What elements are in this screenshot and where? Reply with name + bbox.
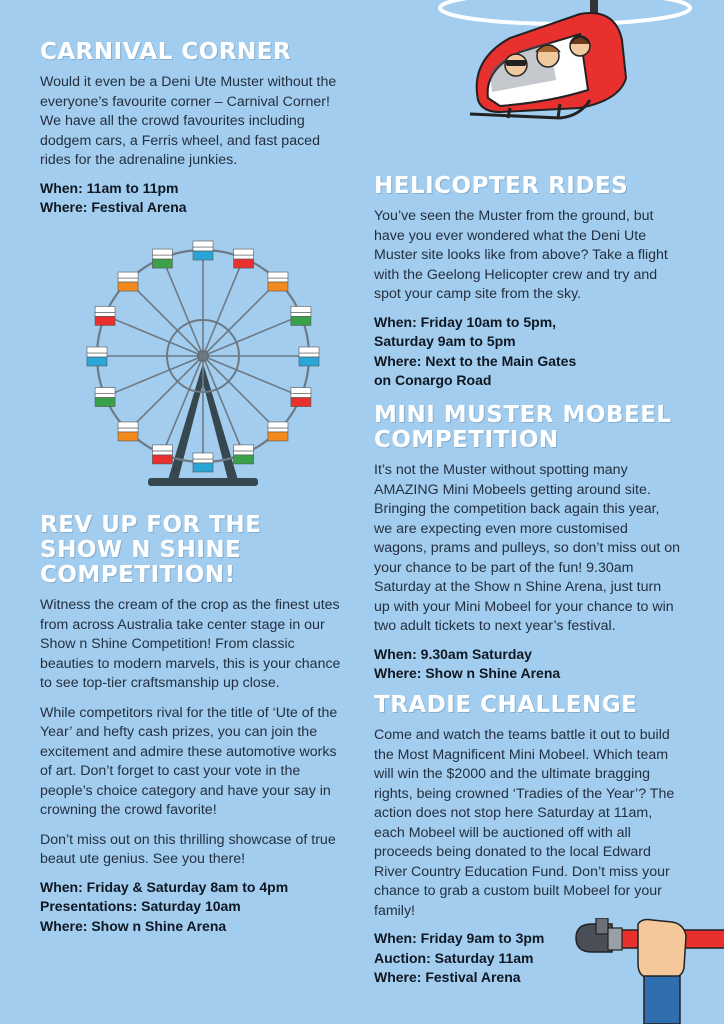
helicopter-icon xyxy=(430,0,700,130)
wrench-hand-icon xyxy=(572,918,724,1024)
carnival-when: When: 11am to 11pm xyxy=(40,179,179,196)
helicopter-where-line-1: Where: Next to the Main Gates xyxy=(374,352,577,369)
shine-section xyxy=(40,513,342,936)
tradie-where: Where: Festival Arena xyxy=(374,969,521,985)
carnival-title: CARNIVAL CORNER xyxy=(40,39,292,65)
shine-where: Where: Show n Shine Arena xyxy=(40,917,227,934)
shine-body-2: While competitors rival for the title of ‘Ute of the Year’ and hefty cash prizes, you can join the excitement and admire these automotive works of art. Don’t forget to cast your vote in the people’s choice category and have your say in crowning the crowd favorite! xyxy=(40,704,338,818)
tradie-when: When: Friday 9am to 3pm xyxy=(374,930,545,946)
shine-title-line-2: SHOW N SHINE xyxy=(40,537,242,563)
shine-when: When: Friday & Saturday 8am to 4pm xyxy=(40,878,289,895)
tradie-title: TRADIE CHALLENGE xyxy=(374,692,638,718)
helicopter-when-line-1: When: Friday 10am to 5pm, xyxy=(374,313,557,330)
carnival-where: Where: Festival Arena xyxy=(40,199,187,215)
shine-title-line-1: REV UP FOR THE xyxy=(40,512,262,538)
carnival-section xyxy=(40,40,342,218)
mobeel-title-line-2: COMPETITION xyxy=(374,427,559,453)
helicopter-where-line-2: on Conargo Road xyxy=(374,372,492,388)
mobeel-section xyxy=(374,403,680,684)
shine-body-1: Witness the cream of the crop as the finest utes from across Australia take center stage in our Show n Shine Competition! From classic beauties to modern marvels, this is your chance to see top-tier craftsmanship up close. xyxy=(40,597,341,691)
helicopter-section xyxy=(374,174,680,391)
tradie-auction: Auction: Saturday 11am xyxy=(374,949,534,966)
shine-body-3: Don’t miss out on this thrilling showcase of true beaut ute genius. See you there! xyxy=(40,831,336,867)
mobeel-when: When: 9.30am Saturday xyxy=(374,645,532,662)
mobeel-where: Where: Show n Shine Arena xyxy=(374,665,561,681)
mobeel-body: It’s not the Muster without spotting many AMAZING Mini Mobeels getting around site. Bringing the competition back again this year, we are expecting even more customised wagons, prams and pulleys, so don’t miss out on your chance to be part of the fun! 9.30am Saturday at the Show n Shine Arena, just turn up with your Mini Mobeel for your chance to win two adult tickets to next year’s festival. xyxy=(374,462,680,634)
helicopter-body: You’ve seen the Muster from the ground, but have you ever wondered what the Deni Ute Muster site looks like from above? Take a flight with the Geelong Helicopter crew and try and spot your camp site from the sky. xyxy=(374,208,668,302)
mobeel-title-line-1: MINI MUSTER MOBEEL xyxy=(374,402,672,428)
helicopter-title: HELICOPTER RIDES xyxy=(374,173,629,199)
shine-presentations: Presentations: Saturday 10am xyxy=(40,898,241,914)
carnival-body: Would it even be a Deni Ute Muster without the everyone’s favourite corner – Carnival Corner! We have all the crowd favourites including dodgem cars, a Ferris wheel, and fast paced rides for the adrenaline junkies. xyxy=(40,74,337,168)
shine-title-line-3: COMPETITION! xyxy=(40,562,236,588)
helicopter-when-line-2: Saturday 9am to 5pm xyxy=(374,333,516,349)
tradie-body: Come and watch the teams battle it out to build the Most Magnificent Mini Mobeel. Which team will win the $2000 and the ultimate bragging rights, being crowned ‘Tradies of the Year’? The action does not stop here Saturday at 11am, each Mobeel will be auctioned off with all proceeds being donated to the local Edward River Country Education Fund. Don’t miss your chance to grab a custom built Mobeel for your family! xyxy=(374,727,675,919)
ferris-wheel-icon xyxy=(80,238,330,494)
